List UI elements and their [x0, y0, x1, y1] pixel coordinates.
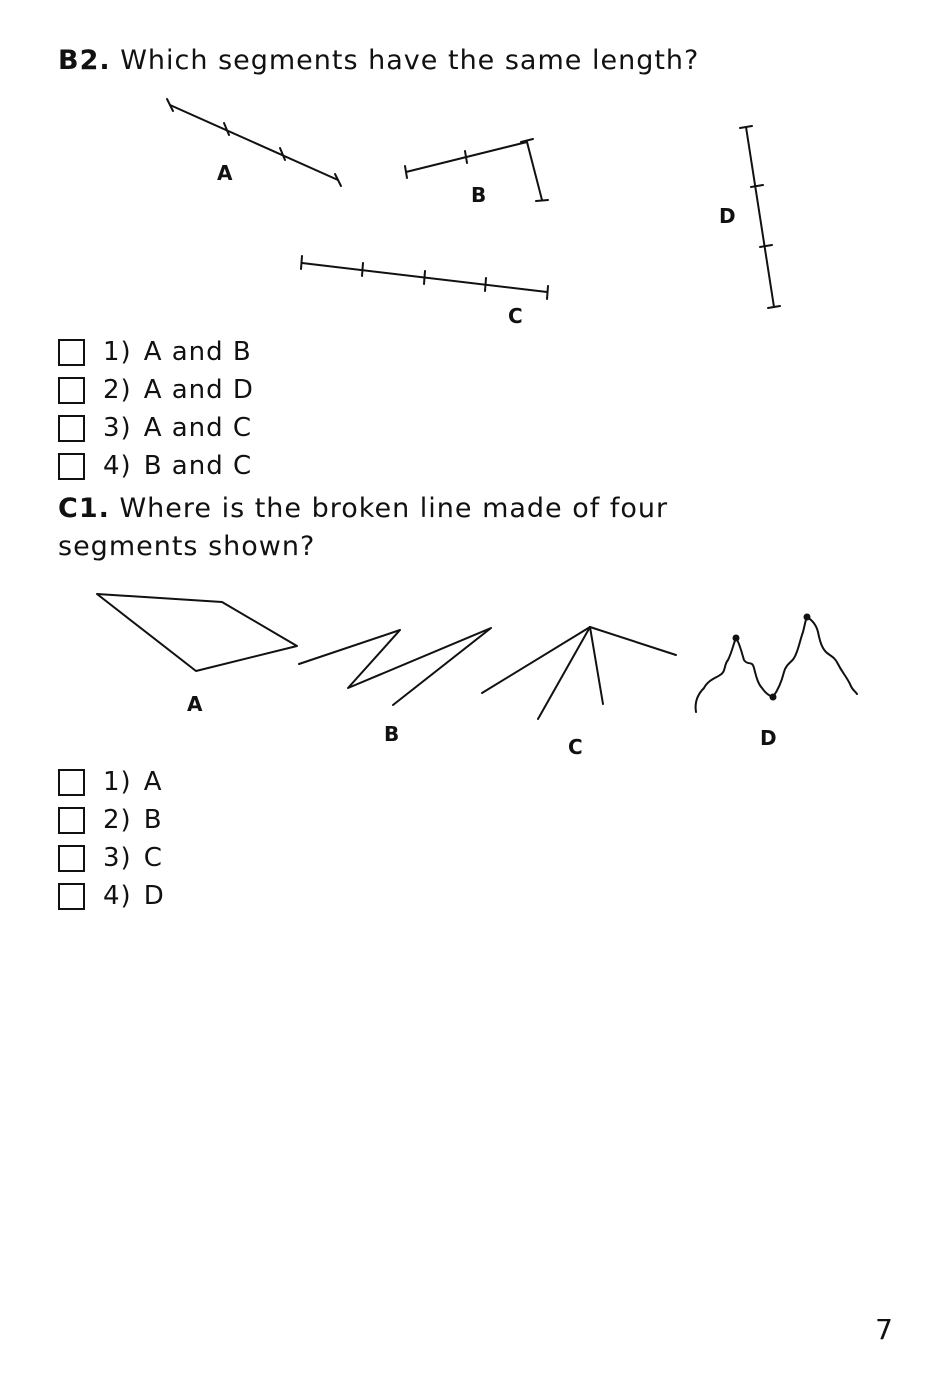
c1-figure-b [299, 628, 491, 705]
question-b2-number: B2. [58, 45, 111, 76]
c1-option-3-text: C [143, 843, 163, 873]
b2-option-1-text: A and B [143, 337, 252, 367]
b2-option-3-num: 3) [103, 413, 132, 443]
c1-label-d: D [760, 726, 777, 750]
b2-label-b: B [471, 183, 487, 207]
c1-option-4-num: 4) [103, 881, 132, 911]
c1-option-1-text: A [143, 767, 163, 797]
c1-label-b: B [384, 722, 400, 746]
c1-figure-d-point-2 [770, 694, 777, 701]
c1-option-1-num: 1) [103, 767, 132, 797]
c1-option-4[interactable] [58, 877, 165, 915]
b2-label-d: D [719, 204, 736, 228]
c1-options [58, 763, 165, 915]
c1-option-3-checkbox[interactable] [58, 845, 85, 872]
c1-option-4-text: D [143, 881, 165, 911]
c1-figure-c [482, 627, 676, 719]
b2-option-4-num: 4) [103, 451, 132, 481]
c1-option-2-num: 2) [103, 805, 132, 835]
question-b2-text: Which segments have the same length? [120, 45, 700, 76]
c1-option-2-text: B [143, 805, 163, 835]
question-c1-text-line1: Where is the broken line made of four [119, 493, 669, 524]
b2-option-1-num: 1) [103, 337, 132, 367]
question-c1-number: C1. [58, 493, 110, 524]
c1-option-2-checkbox[interactable] [58, 807, 85, 834]
c1-option-2[interactable] [58, 801, 165, 839]
b2-option-2-num: 2) [103, 375, 132, 405]
c1-option-3[interactable] [58, 839, 165, 877]
c1-label-a: A [187, 692, 203, 716]
c1-option-3-num: 3) [103, 843, 132, 873]
c1-option-1[interactable] [58, 763, 165, 801]
c1-option-4-checkbox[interactable] [58, 883, 85, 910]
c1-figure-d-point-1 [733, 635, 740, 642]
b2-option-4-text: B and C [143, 451, 253, 481]
question-c1-text-line2: segments shown? [58, 531, 316, 562]
c1-figure-d-point-3 [804, 614, 811, 621]
b2-option-2-text: A and D [143, 375, 254, 405]
page-number: 7 [875, 1313, 893, 1346]
c1-label-c: C [568, 735, 583, 759]
c1-figure-a [97, 594, 297, 671]
b2-label-a: A [217, 161, 233, 185]
b2-label-c: C [508, 304, 523, 328]
c1-option-1-checkbox[interactable] [58, 769, 85, 796]
b2-option-3-text: A and C [143, 413, 253, 443]
